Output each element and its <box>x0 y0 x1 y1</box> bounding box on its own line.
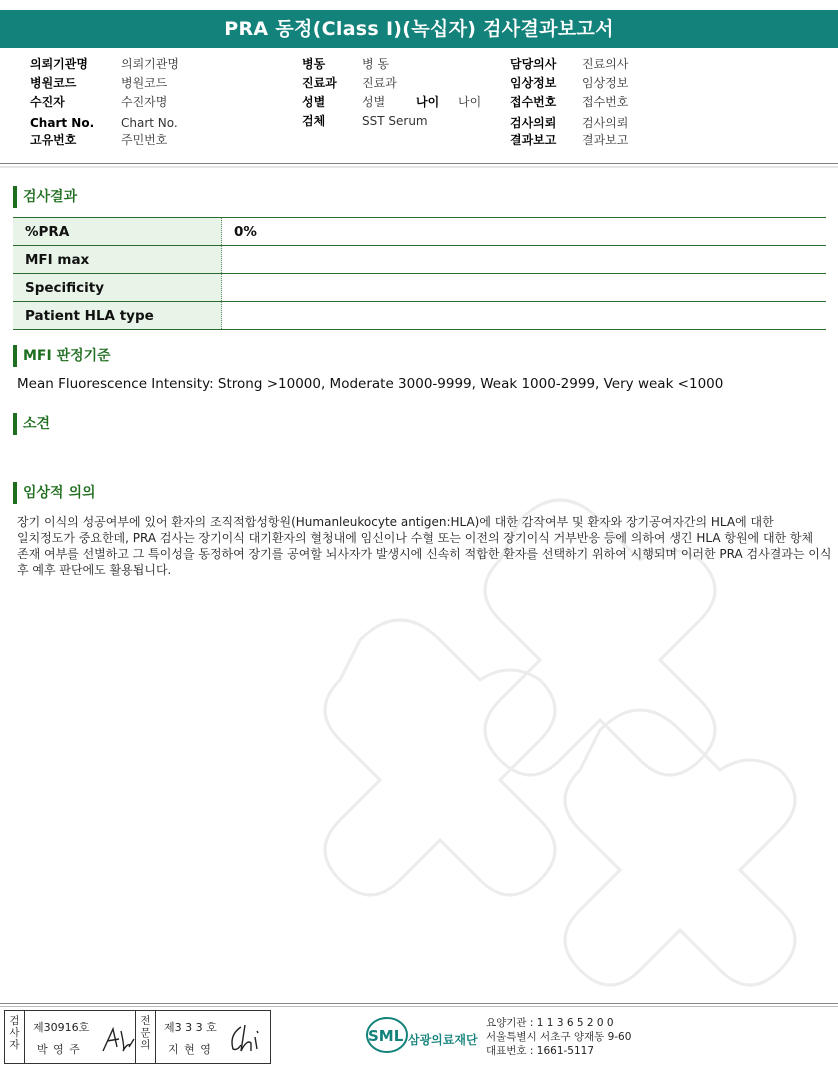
info-label: 검체 <box>302 114 326 128</box>
info-value: 나이 <box>458 95 482 109</box>
result-label: Specificity <box>13 274 222 302</box>
info-value: 수진자명 <box>121 95 168 109</box>
org-info <box>486 1016 631 1058</box>
table-row <box>13 218 826 246</box>
doctor-signature <box>227 1021 265 1055</box>
info-label: Chart No. <box>30 116 95 130</box>
result-label: Patient HLA type <box>13 302 222 330</box>
result-value <box>222 246 827 274</box>
info-label: 나이 <box>416 95 440 109</box>
info-label: 성별 <box>302 95 326 109</box>
table-row <box>13 246 826 274</box>
result-value: 0% <box>222 218 827 246</box>
table-row <box>13 302 826 330</box>
info-label: 병원코드 <box>30 76 77 90</box>
tester-name: 박 영 주 <box>37 1043 81 1056</box>
doctor-license: 제3 3 3 호 <box>164 1021 217 1034</box>
info-label: 진료과 <box>302 76 337 90</box>
info-value: 진료과 <box>362 76 397 90</box>
report-title: PRA 동정(Class I)(녹십자) 검사결과보고서 <box>0 10 838 48</box>
info-value: 진료의사 <box>582 57 629 71</box>
info-label: 수진자 <box>30 95 65 109</box>
table-row <box>13 274 826 302</box>
org-line: 대표번호 : 1661-5117 <box>486 1045 595 1057</box>
logo-text: SML <box>368 1027 404 1045</box>
header-divider <box>0 163 838 164</box>
info-label: 접수번호 <box>510 95 557 109</box>
info-value: 주민번호 <box>121 133 168 147</box>
clinical-significance-text <box>17 514 832 578</box>
info-value: 결과보고 <box>582 133 629 147</box>
results-table <box>13 217 826 330</box>
doctor-name: 지 현 영 <box>168 1043 212 1056</box>
info-label: 임상정보 <box>510 76 557 90</box>
header-divider <box>0 166 838 168</box>
section-title-opinion: 소견 <box>13 413 50 435</box>
section-title-mfi: MFI 판정기준 <box>13 345 111 367</box>
info-label: 의뢰기관명 <box>30 57 88 71</box>
org-name: 삼광의료재단 <box>408 1033 478 1047</box>
signature-box <box>4 1010 271 1064</box>
result-value <box>222 302 827 330</box>
paragraph-line: 장기 이식의 성공여부에 있어 환자의 조직적합성항원(Humanleukocyte antigen:HLA)에 대한 감작여부 및 환자와 장기공여자간의 HLA에 대한 <box>17 515 774 529</box>
info-value: SST Serum <box>362 114 428 128</box>
doctor-label: 전문의 <box>136 1011 156 1063</box>
info-label: 검사의뢰 <box>510 116 557 130</box>
info-value: 의뢰기관명 <box>121 57 179 71</box>
info-value: 병 동 <box>362 57 389 71</box>
info-value: 성별 <box>362 95 386 109</box>
paragraph-line: 후 예후 판단에도 활용됩니다. <box>17 563 172 577</box>
info-value: Chart No. <box>121 116 178 130</box>
sml-logo-icon <box>365 1015 409 1055</box>
paragraph-line: 일치정도가 중요한데, PRA 검사는 장기이식 대기환자의 혈청내에 임신이나 수혈 또는 이전의 장기이식 거부반응 등에 의하여 생긴 HLA 항원에 대한 항체 <box>17 531 814 545</box>
info-value: 병원코드 <box>121 76 168 90</box>
info-label: 결과보고 <box>510 133 557 147</box>
paragraph-line: 존재 여부를 선별하고 그 특이성을 동정하여 장기를 공여할 뇌사자가 발생시에 신속히 적합한 환자를 선택하기 위하여 시행되며 이러한 PRA 검사결과는 이식 <box>17 547 832 561</box>
result-label: MFI max <box>13 246 222 274</box>
info-label: 고유번호 <box>30 133 77 147</box>
info-value: 검사의뢰 <box>582 116 629 130</box>
tester-license: 제30916호 <box>33 1021 90 1034</box>
section-title-clinical: 임상적 의의 <box>13 482 96 504</box>
mfi-criteria-text: Mean Fluorescence Intensity: Strong >10000, Moderate 3000-9999, Weak 1000-2999, Very weak <1000 <box>17 376 724 392</box>
org-line: 요양기관 : 1 1 3 6 5 2 0 0 <box>486 1017 614 1029</box>
info-label: 담당의사 <box>510 57 557 71</box>
tester-label: 검사자 <box>5 1011 25 1063</box>
org-line: 서울특별시 서초구 양재동 9-60 <box>486 1031 632 1043</box>
result-label: %PRA <box>13 218 222 246</box>
result-value <box>222 274 827 302</box>
patient-info <box>0 55 838 155</box>
footer-divider <box>0 1003 838 1004</box>
tester-signature <box>101 1025 135 1055</box>
info-label: 병동 <box>302 57 326 71</box>
footer-divider <box>0 1006 838 1007</box>
info-value: 임상정보 <box>582 76 629 90</box>
section-title-results: 검사결과 <box>13 186 77 208</box>
info-value: 접수번호 <box>582 95 629 109</box>
